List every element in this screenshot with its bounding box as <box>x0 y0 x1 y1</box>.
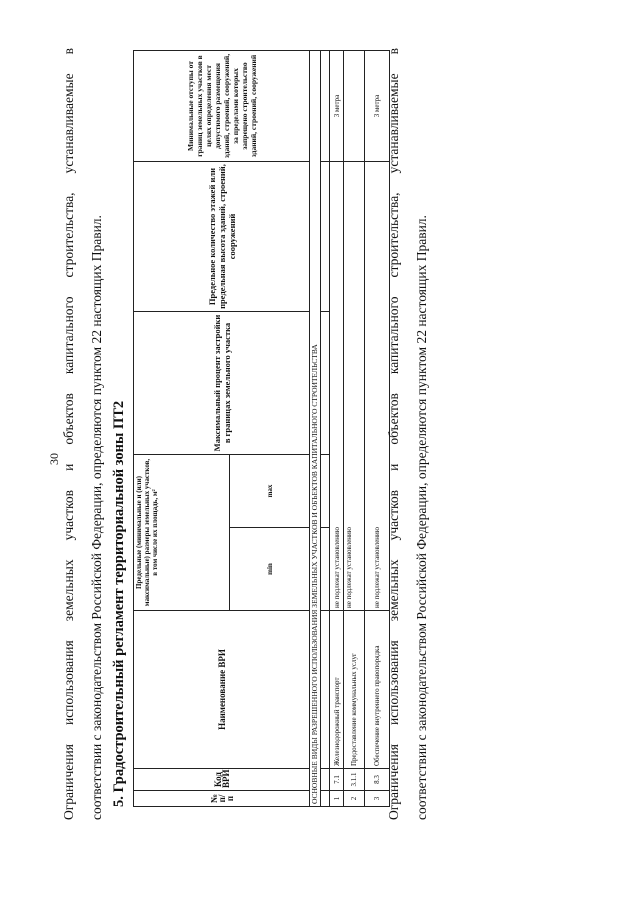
header-percent: Максимальный процент застройки в границах земельного участка <box>134 312 310 455</box>
cell-setback: 3 метра <box>330 51 344 162</box>
cell-setback: 3 метра <box>365 51 390 162</box>
cell-name: Железнодорожный транспорт <box>330 611 344 769</box>
header-setback: Минимальные отступы от границ земельных участков в целях определения мест допустимого размещения зданий, строений, сооружений, за пределами которых запрещено строительство зданий, строений, сооружений <box>134 51 310 162</box>
header-num: № п/п <box>134 791 310 807</box>
cell-sizes: не подлежат установлению <box>365 162 390 611</box>
paragraph-line: Ограничения использования земельных участков и объектов капитального строительства, устанавливаемые в <box>61 48 76 820</box>
section-heading: 5. Градостроительный регламент территориальной зоны ПТ2 <box>111 400 127 807</box>
cell-setback <box>344 51 365 162</box>
regulation-table <box>133 50 390 807</box>
cell-code: 8.3 <box>365 769 390 791</box>
header-name: Наименование ВРИ <box>134 611 310 769</box>
table-row <box>344 51 365 807</box>
empty-cell <box>321 455 330 528</box>
header-floors: Предельное количество этажей или предельная высота зданий, строений, сооружений <box>134 162 310 312</box>
paragraph-line: Ограничения использования земельных участков и объектов капитального строительства, устанавливаемые в <box>386 48 401 820</box>
empty-cell <box>321 611 330 769</box>
empty-cell <box>321 162 330 312</box>
paragraph-line: соответствии с законодательством Российской Федерации, определяются пунктом 22 настоящих Правил. <box>89 215 104 820</box>
empty-cell <box>321 51 330 162</box>
paragraph-line: соответствии с законодательством Российской Федерации, определяются пунктом 22 настоящих Правил. <box>414 215 429 820</box>
cell-sizes: не подлежат установлению <box>344 162 365 611</box>
header-sizes: Предельные (минимальные и (или) максимальные) размеры земельных участков, в том числе их площадь, м² <box>134 455 230 611</box>
empty-cell <box>321 769 330 791</box>
table-row <box>330 51 344 807</box>
header-min: min <box>230 528 310 611</box>
cell-name: Обеспечение внутреннего правопорядка <box>365 611 390 769</box>
empty-cell <box>321 528 330 611</box>
cell-code: 3.1.1 <box>344 769 365 791</box>
page-number: 30 <box>47 453 61 465</box>
header-max: max <box>230 455 310 528</box>
cell-code: 7.1 <box>330 769 344 791</box>
section-title: ОСНОВНЫЕ ВИДЫ РАЗРЕШЕННОГО ИСПОЛЬЗОВАНИЯ ЗЕМЕЛЬНЫХ УЧАСТКОВ И ОБЪЕКТОВ КАПИТАЛЬНОГО СТРОИТЕЛЬСТВА <box>310 51 321 807</box>
header-code: Код ВРИ <box>134 769 310 791</box>
cell-num: 1 <box>330 791 344 807</box>
cell-num: 3 <box>365 791 390 807</box>
cell-sizes: не подлежат установлению <box>330 162 344 611</box>
cell-name: Предоставление коммунальных услуг <box>344 611 365 769</box>
cell-num: 2 <box>344 791 365 807</box>
empty-cell <box>321 312 330 455</box>
empty-cell <box>321 791 330 807</box>
